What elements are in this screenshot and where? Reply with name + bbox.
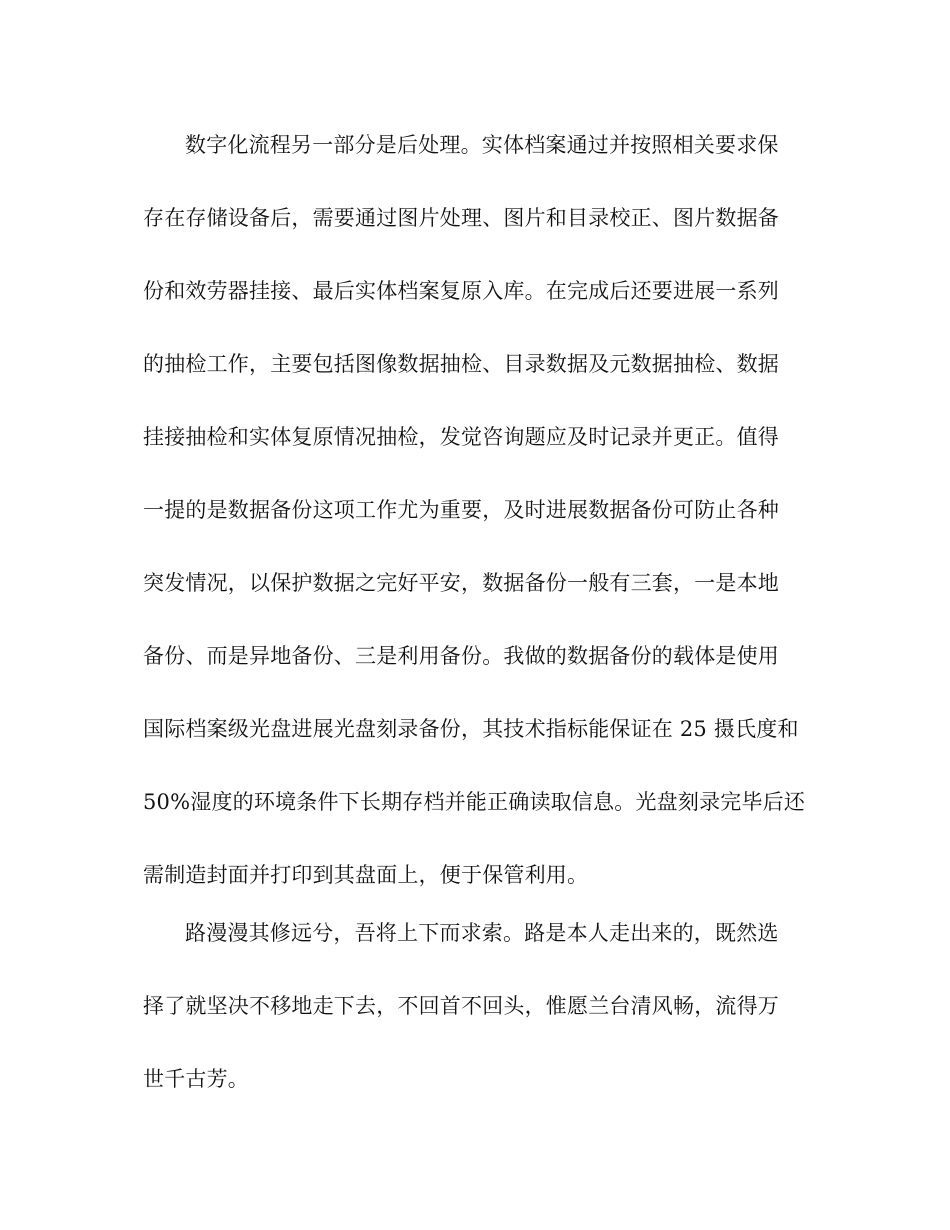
paragraph-1-line-6: 一提的是数据备份这项工作尤为重要，及时进展数据备份可防止各种 — [143, 498, 779, 522]
paragraph-1-line-8: 备份、而是异地备份、三是利用备份。我做的数据备份的载体是使用 — [143, 644, 779, 668]
paragraph-1-line-4: 的抽检工作，主要包括图像数据抽检、目录数据及元数据抽检、数据 — [143, 352, 779, 376]
paragraph-2-line-2: 择了就坚决不移地走下去，不回首不回头，惟愿兰台清风畅，流得万 — [143, 994, 779, 1018]
paragraph-1-line-11: 需制造封面并打印到其盘面上，便于保管利用。 — [143, 863, 589, 887]
paragraph-1-line-2: 存在存储设备后，需要通过图片处理、图片和目录校正、图片数据备 — [143, 206, 779, 230]
paragraph-1-line-7: 突发情况，以保护数据之完好平安，数据备份一般有三套，一是本地 — [143, 571, 779, 595]
paragraph-2-line-3: 世千古芳。 — [143, 1067, 249, 1091]
paragraph-2-line-1: 路漫漫其修远兮，吾将上下而求索。路是本人走出来的，既然选 — [185, 921, 779, 945]
paragraph-1-line-5: 挂接抽检和实体复原情况抽检，发觉咨询题应及时记录并更正。值得 — [143, 425, 779, 449]
paragraph-1-line-3: 份和效劳器挂接、最后实体档案复原入库。在完成后还要进展一系列 — [143, 279, 779, 303]
paragraph-1-line-9: 国际档案级光盘进展光盘刻录备份，其技术指标能保证在 25 摄氏度和 — [143, 717, 799, 741]
paragraph-1-line-10: 50%湿度的环境条件下长期存档并能正确读取信息。光盘刻录完毕后还 — [143, 790, 806, 814]
paragraph-1-line-1: 数字化流程另一部分是后处理。实体档案通过并按照相关要求保 — [185, 133, 779, 157]
